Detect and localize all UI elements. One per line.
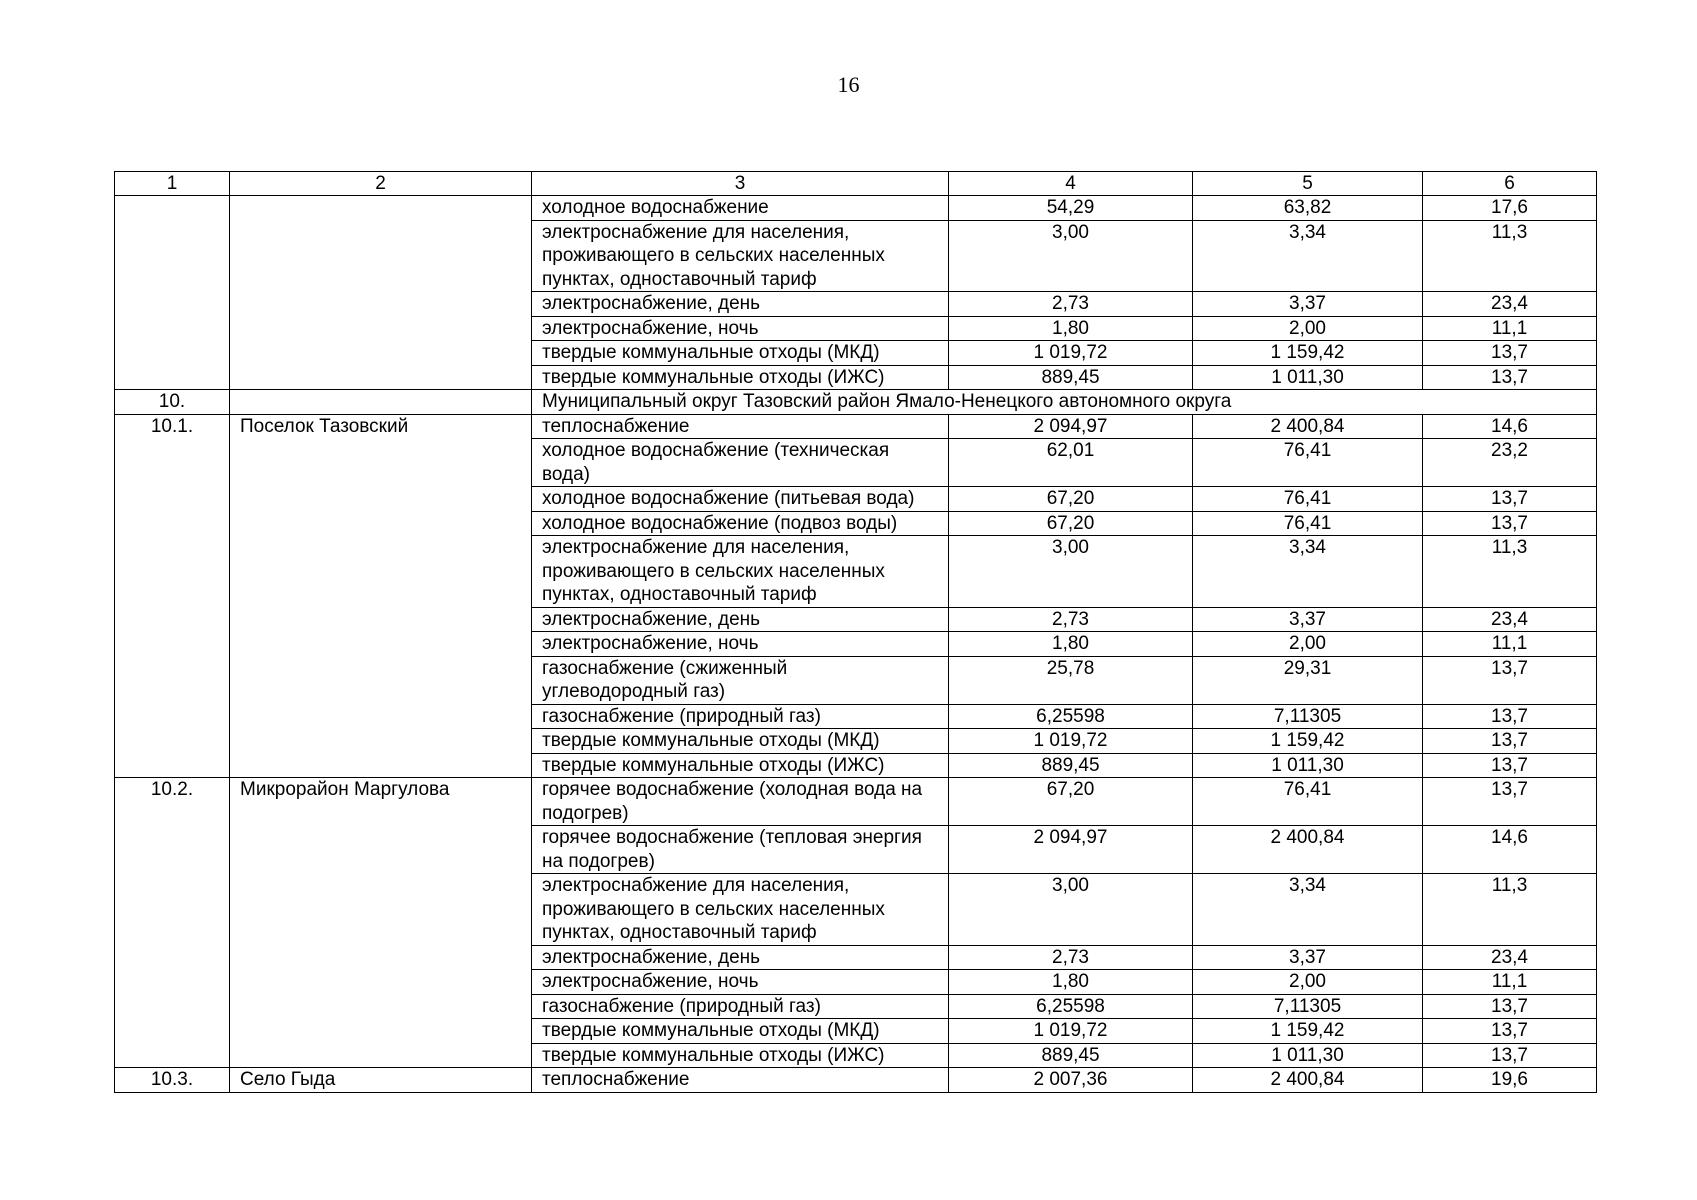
tariff-value-col5: 76,41	[1193, 439, 1423, 487]
tariff-value-col4: 1,80	[949, 632, 1193, 657]
service-name: холодное водоснабжение (техническая вода)	[532, 439, 949, 487]
header-cell: 4	[949, 172, 1193, 196]
change-percent: 11,1	[1423, 970, 1597, 995]
tariff-value-col4: 54,29	[949, 196, 1193, 221]
tariff-value-col4: 67,20	[949, 487, 1193, 512]
change-percent: 11,1	[1423, 632, 1597, 657]
service-name: холодное водоснабжение (питьевая вода)	[532, 487, 949, 512]
locality-name: Село Гыда	[230, 1068, 532, 1093]
service-name: электроснабжение, день	[532, 292, 949, 317]
row-number	[115, 196, 230, 390]
section-spacer	[230, 390, 532, 415]
service-name: твердые коммунальные отходы (МКД)	[532, 341, 949, 366]
tariff-value-col5: 7,11305	[1193, 994, 1423, 1019]
tariff-value-col5: 3,34	[1193, 220, 1423, 292]
change-percent: 19,6	[1423, 1068, 1597, 1093]
tariff-value-col5: 1 159,42	[1193, 729, 1423, 754]
tariff-value-col4: 1,80	[949, 970, 1193, 995]
service-name: электроснабжение, день	[532, 945, 949, 970]
tariff-value-col4: 1 019,72	[949, 341, 1193, 366]
page-number: 16	[837, 72, 860, 97]
header-cell: 3	[532, 172, 949, 196]
tariff-value-col5: 76,41	[1193, 778, 1423, 826]
change-percent: 13,7	[1423, 704, 1597, 729]
tariff-value-col5: 1 011,30	[1193, 365, 1423, 390]
tariff-value-col5: 1 159,42	[1193, 341, 1423, 366]
tariff-value-col4: 2,73	[949, 945, 1193, 970]
tariff-value-col5: 3,37	[1193, 607, 1423, 632]
tariff-value-col4: 3,00	[949, 536, 1193, 608]
change-percent: 17,6	[1423, 196, 1597, 221]
change-percent: 13,7	[1423, 656, 1597, 704]
table-row	[115, 778, 1597, 826]
service-name: электроснабжение для населения, проживающего в сельских населенных пунктах, одноставочный тариф	[532, 874, 949, 946]
section-row	[115, 390, 1597, 415]
tariff-value-col5: 1 159,42	[1193, 1019, 1423, 1044]
service-name: газоснабжение (сжиженный углеводородный газ)	[532, 656, 949, 704]
service-name: холодное водоснабжение (подвоз воды)	[532, 511, 949, 536]
change-percent: 11,3	[1423, 874, 1597, 946]
tariff-value-col5: 2 400,84	[1193, 1068, 1423, 1093]
tariff-value-col4: 62,01	[949, 439, 1193, 487]
change-percent: 13,7	[1423, 1043, 1597, 1068]
change-percent: 14,6	[1423, 826, 1597, 874]
tariff-value-col4: 1 019,72	[949, 1019, 1193, 1044]
tariff-value-col4: 25,78	[949, 656, 1193, 704]
tariff-value-col5: 2 400,84	[1193, 414, 1423, 439]
tariff-value-col5: 2 400,84	[1193, 826, 1423, 874]
tariff-value-col4: 2,73	[949, 607, 1193, 632]
service-name: теплоснабжение	[532, 414, 949, 439]
change-percent: 13,7	[1423, 487, 1597, 512]
section-number: 10.	[115, 390, 230, 415]
change-percent: 23,2	[1423, 439, 1597, 487]
tariff-value-col4: 3,00	[949, 874, 1193, 946]
tariff-value-col4: 1,80	[949, 316, 1193, 341]
tariff-value-col5: 2,00	[1193, 316, 1423, 341]
header-cell: 6	[1423, 172, 1597, 196]
table-row	[115, 1068, 1597, 1093]
change-percent: 11,1	[1423, 316, 1597, 341]
tariff-value-col5: 7,11305	[1193, 704, 1423, 729]
header-cell: 2	[230, 172, 532, 196]
change-percent: 11,3	[1423, 220, 1597, 292]
locality-name: Поселок Тазовский	[230, 414, 532, 778]
change-percent: 13,7	[1423, 729, 1597, 754]
change-percent: 14,6	[1423, 414, 1597, 439]
service-name: электроснабжение для населения, проживающего в сельских населенных пунктах, одноставочный тариф	[532, 220, 949, 292]
change-percent: 13,7	[1423, 341, 1597, 366]
change-percent: 23,4	[1423, 292, 1597, 317]
tariff-value-col5: 3,37	[1193, 945, 1423, 970]
service-name: электроснабжение, ночь	[532, 316, 949, 341]
service-name: холодное водоснабжение	[532, 196, 949, 221]
row-number: 10.2.	[115, 778, 230, 1068]
service-name: твердые коммунальные отходы (МКД)	[532, 1019, 949, 1044]
change-percent: 13,7	[1423, 994, 1597, 1019]
service-name: электроснабжение, день	[532, 607, 949, 632]
change-percent: 13,7	[1423, 511, 1597, 536]
tariff-value-col5: 2,00	[1193, 970, 1423, 995]
tariff-value-col4: 67,20	[949, 778, 1193, 826]
tariff-value-col5: 76,41	[1193, 487, 1423, 512]
change-percent: 13,7	[1423, 753, 1597, 778]
tariff-value-col4: 6,25598	[949, 704, 1193, 729]
service-name: горячее водоснабжение (холодная вода на подогрев)	[532, 778, 949, 826]
table-body	[115, 196, 1597, 1093]
service-name: электроснабжение, ночь	[532, 632, 949, 657]
service-name: твердые коммунальные отходы (ИЖС)	[532, 365, 949, 390]
change-percent: 23,4	[1423, 607, 1597, 632]
service-name: газоснабжение (природный газ)	[532, 994, 949, 1019]
service-name: твердые коммунальные отходы (МКД)	[532, 729, 949, 754]
service-name: твердые коммунальные отходы (ИЖС)	[532, 1043, 949, 1068]
table-header-row	[115, 172, 1597, 196]
tariff-value-col4: 2 094,97	[949, 414, 1193, 439]
change-percent: 11,3	[1423, 536, 1597, 608]
table-row	[115, 196, 1597, 221]
tariff-value-col5: 1 011,30	[1193, 753, 1423, 778]
header-cell: 5	[1193, 172, 1423, 196]
service-name: горячее водоснабжение (тепловая энергия на подогрев)	[532, 826, 949, 874]
tariff-value-col5: 29,31	[1193, 656, 1423, 704]
tariff-value-col5: 63,82	[1193, 196, 1423, 221]
tariff-value-col4: 2 094,97	[949, 826, 1193, 874]
tariff-value-col5: 1 011,30	[1193, 1043, 1423, 1068]
header-cell: 1	[115, 172, 230, 196]
service-name: электроснабжение, ночь	[532, 970, 949, 995]
row-number: 10.3.	[115, 1068, 230, 1093]
change-percent: 13,7	[1423, 1019, 1597, 1044]
tariff-value-col4: 2,73	[949, 292, 1193, 317]
tariff-value-col5: 2,00	[1193, 632, 1423, 657]
service-name: электроснабжение для населения, проживающего в сельских населенных пунктах, одноставочный тариф	[532, 536, 949, 608]
tariff-value-col5: 3,37	[1193, 292, 1423, 317]
change-percent: 13,7	[1423, 778, 1597, 826]
tariff-value-col4: 889,45	[949, 753, 1193, 778]
change-percent: 23,4	[1423, 945, 1597, 970]
tariff-value-col5: 76,41	[1193, 511, 1423, 536]
row-number: 10.1.	[115, 414, 230, 778]
tariff-value-col5: 3,34	[1193, 536, 1423, 608]
tariff-value-col4: 3,00	[949, 220, 1193, 292]
tariff-value-col4: 2 007,36	[949, 1068, 1193, 1093]
tariff-value-col4: 67,20	[949, 511, 1193, 536]
locality-name	[230, 196, 532, 390]
service-name: теплоснабжение	[532, 1068, 949, 1093]
tariff-value-col4: 1 019,72	[949, 729, 1193, 754]
tariff-value-col4: 6,25598	[949, 994, 1193, 1019]
tariff-table	[114, 171, 1597, 1093]
tariff-value-col4: 889,45	[949, 365, 1193, 390]
change-percent: 13,7	[1423, 365, 1597, 390]
tariff-value-col4: 889,45	[949, 1043, 1193, 1068]
table-row	[115, 414, 1597, 439]
tariff-value-col5: 3,34	[1193, 874, 1423, 946]
service-name: газоснабжение (природный газ)	[532, 704, 949, 729]
locality-name: Микрорайон Маргулова	[230, 778, 532, 1068]
section-title: Муниципальный округ Тазовский район Ямало-Ненецкого автономного округа	[532, 390, 1597, 415]
service-name: твердые коммунальные отходы (ИЖС)	[532, 753, 949, 778]
